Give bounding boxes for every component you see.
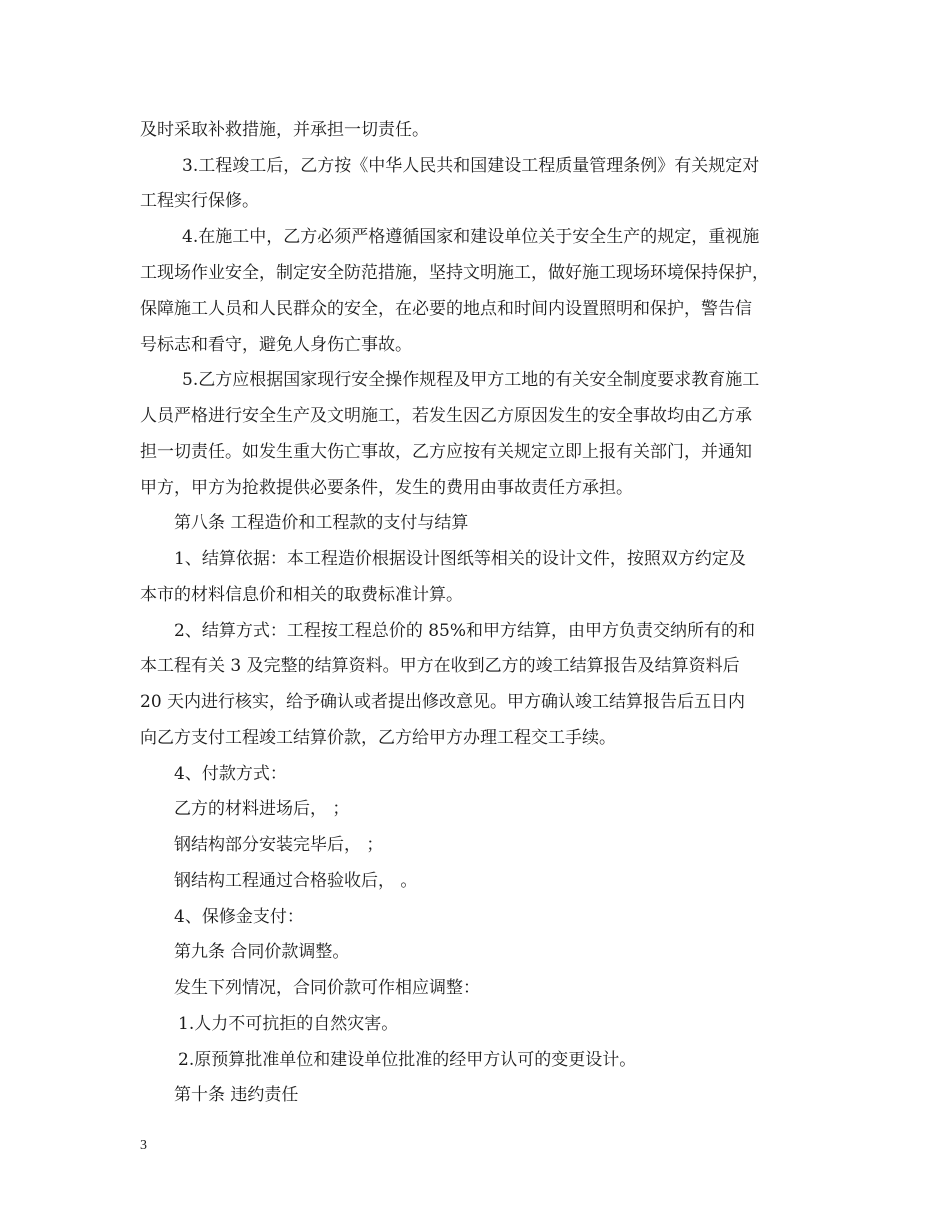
- text-line: 本工程有关 3 及完整的结算资料。甲方在收到乙方的竣工结算报告及结算资料后: [140, 656, 740, 676]
- text-line: 5.乙方应根据国家现行安全操作规程及甲方工地的有关安全制度要求教育施工: [182, 370, 760, 390]
- text-line: 20 天内进行核实，给予确认或者提出修改意见。甲方确认竣工结算报告后五日内: [140, 692, 746, 712]
- text-line: 钢结构部分安装完毕后， ；: [174, 835, 384, 855]
- text-line: 4.在施工中，乙方必须严格遵循国家和建设单位关于安全生产的规定，重视施: [182, 227, 760, 247]
- text-line: 4、保修金支付：: [174, 907, 304, 927]
- text-line: 4、付款方式：: [174, 764, 287, 784]
- text-line: 工程实行保修。: [140, 191, 259, 211]
- text-line: 号标志和看守，避免人身伤亡事故。: [140, 335, 412, 355]
- text-line: 发生下列情况，合同价款可作相应调整：: [174, 978, 480, 998]
- text-line: 钢结构工程通过合格验收后， 。: [174, 871, 418, 891]
- text-line: 1.人力不可抗拒的自然灾害。: [178, 1014, 399, 1034]
- text-line: 工现场作业安全，制定安全防范措施，坚持文明施工，做好施工现场环境保持保护，: [140, 263, 769, 283]
- text-line: 2、结算方式：工程按工程总价的 85%和甲方结算，由甲方负责交纳所有的和: [174, 621, 756, 641]
- page-number: 3: [140, 1138, 147, 1153]
- text-line: 甲方，甲方为抢救提供必要条件，发生的费用由事故责任方承担。: [140, 478, 633, 498]
- text-line: 乙方的材料进场后， ；: [174, 799, 350, 819]
- text-line: 2.原预算批准单位和建设单位批准的经甲方认可的变更设计。: [178, 1050, 637, 1070]
- text-line: 本市的材料信息价和相关的取费标准计算。: [140, 585, 463, 605]
- text-line: 人员严格进行安全生产及文明施工，若发生因乙方原因发生的安全事故均由乙方承: [140, 406, 752, 426]
- text-line: 向乙方支付工程竣工结算价款，乙方给甲方办理工程交工手续。: [140, 728, 616, 748]
- text-line: 及时采取补救措施，并承担一切责任。: [140, 120, 429, 140]
- section-heading: 第十条 违约责任: [174, 1085, 299, 1105]
- section-heading: 第八条 工程造价和工程款的支付与结算: [174, 513, 469, 533]
- text-line: 3.工程竣工后，乙方按《中华人民共和国建设工程质量管理条例》有关规定对: [182, 156, 760, 176]
- section-heading: 第九条 合同价款调整。: [174, 942, 350, 962]
- text-line: 1、结算依据：本工程造价根据设计图纸等相关的设计文件，按照双方约定及: [174, 549, 746, 569]
- text-line: 保障施工人员和人民群众的安全，在必要的地点和时间内设置照明和保护，警告信: [140, 299, 752, 319]
- text-line: 担一切责任。如发生重大伤亡事故，乙方应按有关规定立即上报有关部门，并通知: [140, 442, 752, 462]
